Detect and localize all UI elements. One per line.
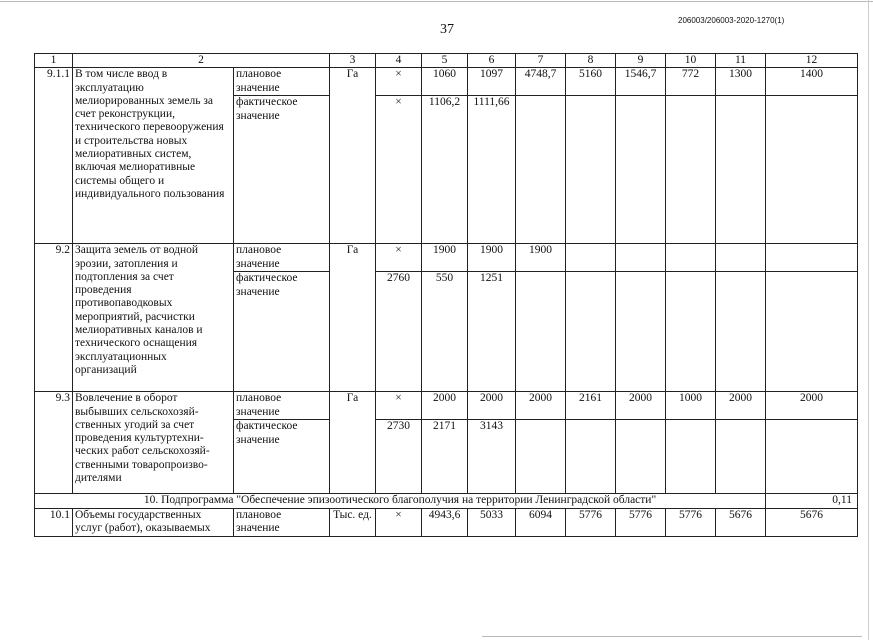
table-row [35,392,858,420]
empty-cell [516,272,566,392]
cell-col11: 5676 [716,508,766,536]
row-text: Объемы государственных услуг (работ), оказываемых [73,508,234,536]
empty-cell [766,272,858,392]
cell-col11: 1300 [716,68,766,96]
cell-col6: 1251 [468,272,516,392]
empty-cell [716,420,766,494]
page-bottom-edge [482,636,862,637]
cell-col6: 1900 [468,244,516,272]
empty-cell [616,244,666,272]
cell-col9: 5776 [616,508,666,536]
cell-col6: 3143 [468,420,516,494]
plan-label: плановое значение [234,244,330,272]
cell-col10: 1000 [666,392,716,420]
cell-col4: × [376,68,422,96]
cell-col5: 1106,2 [422,96,468,244]
row-text: Вовлечение в оборот выбывших сельскохозяйственных угодий за счет проведения культуртехнических работ сельскохозяйственными товаропроизводителями [73,392,234,494]
cell-col5: 550 [422,272,468,392]
cell-col6: 1111,66 [468,96,516,244]
page-top-edge [0,1,873,2]
cell-col12: 1400 [766,68,858,96]
empty-cell [666,272,716,392]
cell-col6: 1097 [468,68,516,96]
table-row [35,508,858,536]
page-number: 37 [440,22,454,37]
row-id: 9.2 [35,244,73,392]
empty-cell [566,420,616,494]
col-header-11: 11 [716,54,766,68]
row-text: Защита земель от водной эрозии, затопления и подтопления за счет проведения противопаводковых мероприятий, расчистки мелиоративных каналов и технического оснащения эксплуатационных организаций [73,244,234,392]
cell-col4: × [376,392,422,420]
cell-col11: 2000 [716,392,766,420]
empty-cell [716,96,766,244]
cell-col7: 6094 [516,508,566,536]
fact-label: фактическое значение [234,420,330,494]
table-row [35,68,858,96]
col-header-10: 10 [666,54,716,68]
cell-col5: 2171 [422,420,468,494]
cell-col10: 772 [666,68,716,96]
plan-label: плановое значение [234,392,330,420]
row-id: 9.1.1 [35,68,73,244]
row-unit: Га [330,244,376,392]
empty-cell [616,420,666,494]
empty-cell [766,244,858,272]
cell-col12: 2000 [766,392,858,420]
header-row [35,54,858,68]
cell-col8: 5160 [566,68,616,96]
plan-label: плановое значение [234,508,330,536]
cell-col10: 5776 [666,508,716,536]
row-unit: Тыс. ед. [330,508,376,536]
row-id: 9.3 [35,392,73,494]
empty-cell [516,420,566,494]
col-header-6: 6 [468,54,516,68]
cell-col4: 2760 [376,272,422,392]
col-header-8: 8 [566,54,616,68]
cell-col6: 5033 [468,508,516,536]
empty-cell [516,96,566,244]
document-code: 206003/206003-2020-1270(1) [678,16,785,25]
cell-col9: 1546,7 [616,68,666,96]
empty-cell [766,420,858,494]
indicators-table [34,53,858,537]
cell-col7: 4748,7 [516,68,566,96]
col-header-1: 1 [35,54,73,68]
col-header-9: 9 [616,54,666,68]
empty-cell [566,244,616,272]
cell-col7: 1900 [516,244,566,272]
row-text: В том числе ввод в эксплуатацию мелиорированных земель за счет реконструкции, технического перевооружения и строительства новых мелиоративных систем, включая мелиоративные системы общего и индивидуального пользования [73,68,234,244]
cell-col5: 1900 [422,244,468,272]
row-id: 10.1 [35,508,73,536]
col-header-5: 5 [422,54,468,68]
cell-col8: 5776 [566,508,616,536]
col-header-4: 4 [376,54,422,68]
fact-label: фактическое значение [234,272,330,392]
fact-label: фактическое значение [234,96,330,244]
cell-col6: 2000 [468,392,516,420]
cell-col12: 5676 [766,508,858,536]
empty-cell [716,244,766,272]
empty-cell [716,272,766,392]
empty-cell [566,272,616,392]
cell-col7: 2000 [516,392,566,420]
empty-cell [616,272,666,392]
col-header-12: 12 [766,54,858,68]
row-unit: Га [330,68,376,244]
row-unit: Га [330,392,376,494]
subprogram-title: 10. Подпрограмма "Обеспечение эпизоотического благополучия на территории Ленинградской области" [35,494,766,508]
cell-col8: 2161 [566,392,616,420]
table-row [35,244,858,272]
cell-col9: 2000 [616,392,666,420]
plan-label: плановое значение [234,68,330,96]
empty-cell [666,244,716,272]
empty-cell [616,96,666,244]
cell-col4: 2730 [376,420,422,494]
cell-col5: 1060 [422,68,468,96]
subprogram-weight: 0,11 [766,494,858,508]
empty-cell [766,96,858,244]
col-header-2: 2 [73,54,330,68]
page-right-edge [868,0,869,640]
subprogram-row [35,494,858,508]
cell-col4: × [376,508,422,536]
empty-cell [566,96,616,244]
col-header-7: 7 [516,54,566,68]
col-header-3: 3 [330,54,376,68]
cell-col4: × [376,96,422,244]
cell-col4: × [376,244,422,272]
empty-cell [666,96,716,244]
empty-cell [666,420,716,494]
cell-col5: 4943,6 [422,508,468,536]
cell-col5: 2000 [422,392,468,420]
